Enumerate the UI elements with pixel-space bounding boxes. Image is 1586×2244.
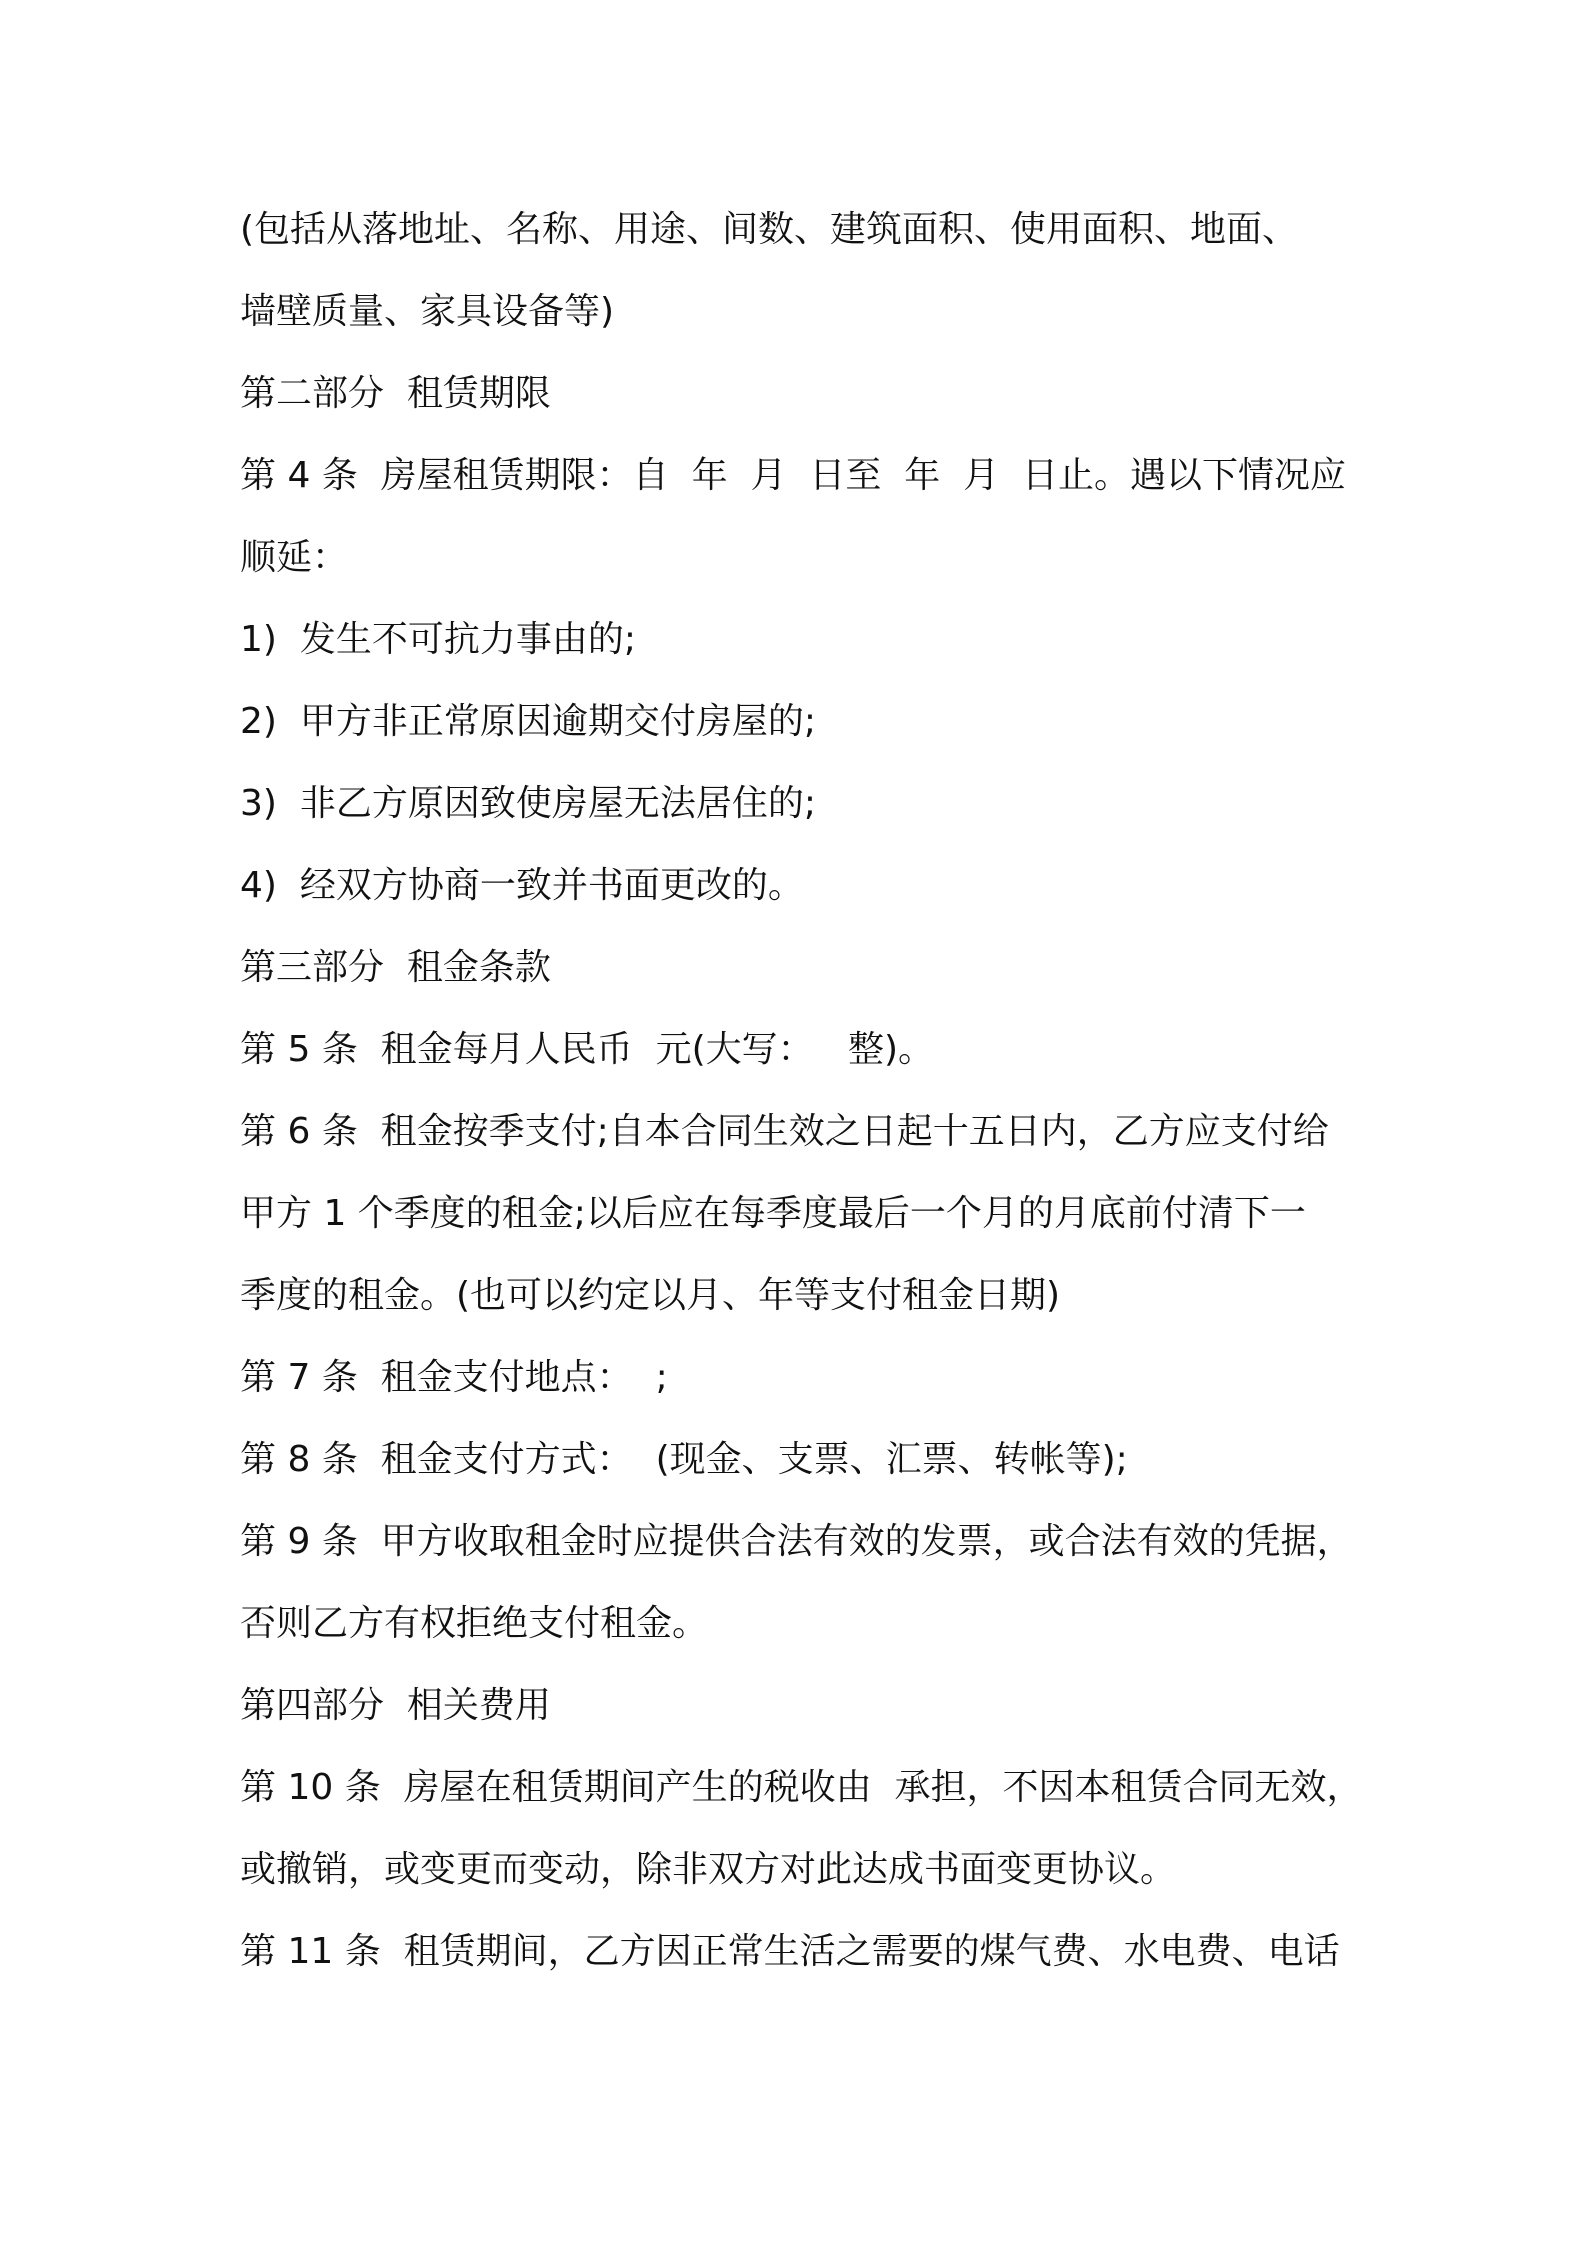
clause-text: 第 8 条 租金支付方式： (现金、支票、汇票、转帐等);: [240, 1439, 1128, 1480]
text-line: 否则乙方有权拒绝支付租金。: [240, 1603, 709, 1644]
list-item: 3) 非乙方原因致使房屋无法居住的;: [240, 783, 816, 824]
clause-text: 第 7 条 租金支付地点： ;: [240, 1357, 668, 1398]
clause-text: 第 6 条 租金按季支付;自本合同生效之日起十五日内，乙方应支付给: [240, 1111, 1329, 1152]
text-line: 甲方 1 个季度的租金;以后应在每季度最后一个月的月底前付清下一: [240, 1193, 1306, 1234]
list-item: 2) 甲方非正常原因逾期交付房屋的;: [240, 701, 816, 742]
list-item: 1) 发生不可抗力事由的;: [240, 619, 636, 660]
text-line: (包括从落地址、名称、用途、间数、建筑面积、使用面积、地面、: [240, 209, 1299, 250]
text-line: 或撤销，或变更而变动，除非双方对此达成书面变更协议。: [240, 1849, 1177, 1890]
document-body: [240, 200, 1370, 2004]
list-item: 4) 经双方协商一致并书面更改的。: [240, 865, 804, 906]
section-heading: 第三部分 租金条款: [240, 947, 551, 988]
text-line: 季度的租金。(也可以约定以月、年等支付租金日期): [240, 1275, 1061, 1316]
section-heading: 第二部分 租赁期限: [240, 373, 551, 414]
clause-text: 第 9 条 甲方收取租金时应提供合法有效的发票，或合法有效的凭据，: [240, 1521, 1353, 1562]
clause-text: 第 5 条 租金每月人民币 元(大写： 整)。: [240, 1029, 934, 1070]
clause-text: 第 10 条 房屋在租赁期间产生的税收由 承担，不因本租赁合同无效，: [240, 1767, 1363, 1808]
clause-text: 第 4 条 房屋租赁期限：自 年 月 日至 年 月 日止。遇以下情况应: [240, 455, 1346, 496]
clause-text: 第 11 条 租赁期间，乙方因正常生活之需要的煤气费、水电费、电话: [240, 1931, 1340, 1972]
text-line: 墙壁质量、家具设备等): [240, 291, 615, 332]
section-heading: 第四部分 相关费用: [240, 1685, 551, 1726]
text-line: 顺延：: [240, 537, 349, 578]
